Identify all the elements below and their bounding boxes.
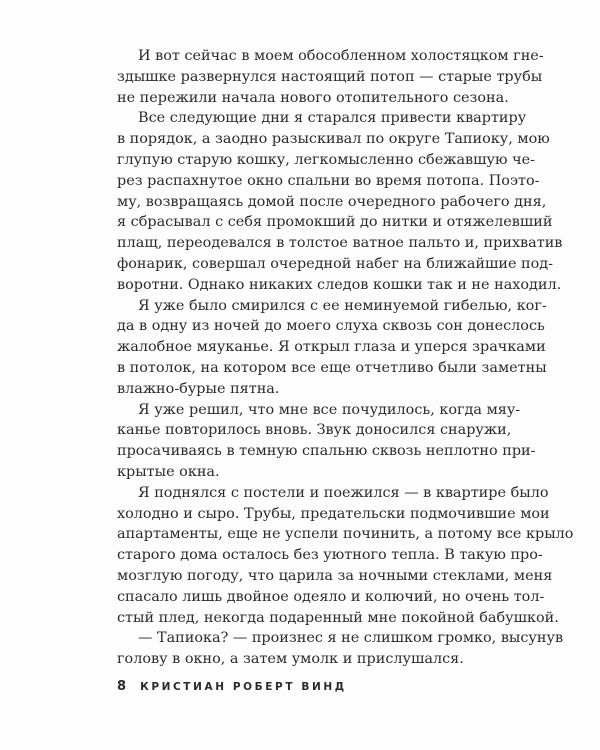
- paragraph: [117, 108, 563, 295]
- text-line: Я уже было смирился с ее неминуемой гибелью, ког-: [138, 297, 547, 314]
- text-line: голову в окно, а затем умолк и прислушался.: [117, 651, 464, 668]
- text-line: плащ, переодевался в толстое ватное пальто и, прихватив: [117, 235, 563, 252]
- text-line: в потолок, на котором все еще отчетливо были заметны: [117, 359, 547, 376]
- text-line: апартаменты, еще не успели починить, а потому все крыло: [117, 526, 574, 543]
- text-line: мозглую погоду, что царила за ночными стеклами, меня: [117, 567, 553, 584]
- text-line: рез распахнутое окно спальни во время потопа. Поэто-: [117, 172, 540, 189]
- text-line: просачиваясь в темную спальню сквозь неплотно при-: [117, 443, 536, 460]
- text-line: фонарик, совершал очередной набег на ближайшие под-: [117, 255, 554, 272]
- text-line: му, возвращаясь домой после очередного рабочего дня,: [117, 193, 547, 210]
- text-line: крытые окна.: [117, 463, 220, 480]
- page-number: 8: [117, 679, 127, 694]
- paragraph: [117, 483, 574, 629]
- text-line: — Тапиока? — произнес я не слишком громко, высунув: [138, 630, 564, 647]
- text-line: стый плед, некогда подаренный мне покойной бабушкой.: [117, 609, 559, 626]
- text-line: здышке развернулся настоящий потоп — старые трубы: [117, 68, 543, 85]
- text-line: в порядок, а заодно разыскивал по округе Тапиоку, мою: [117, 131, 550, 148]
- text-line: канье повторилось вновь. Звук доносился снаружи,: [117, 422, 512, 439]
- paragraph: [117, 400, 536, 483]
- text-line: старого дома осталось без уютного тепла. В такую про-: [117, 547, 543, 564]
- paragraph: [117, 628, 564, 670]
- text-line: спасало лишь двойное одеяло и колючий, но очень тол-: [117, 588, 545, 605]
- text-line: я сбрасывал с себя промокший до нитки и отяжелевший: [117, 214, 553, 231]
- text-line: жалобное мяуканье. Я открыл глаза и уперся зрачками: [117, 339, 546, 356]
- text-line: Я уже решил, что мне все почудилось, когда мяу-: [138, 401, 521, 418]
- text-line: не пережили начала нового отопительного сезона.: [117, 89, 509, 106]
- running-head-author: КРИСТИАН РОБЕРТ ВИНД: [140, 681, 347, 693]
- text-line: Все следующие дни я старался привести квартиру: [138, 110, 527, 127]
- text-line: да в одну из ночей до моего слуха сквозь сон донеслось: [117, 318, 545, 335]
- text-line: холодно и сыро. Трубы, предательски подмочившие мои: [117, 505, 550, 522]
- page-footer: [117, 677, 347, 693]
- text-line: Я поднялся с постели и поежился — в квартире было: [138, 484, 549, 501]
- text-line: влажно-бурые пятна.: [117, 380, 280, 397]
- paragraph: [117, 46, 544, 108]
- paragraph: [117, 296, 547, 400]
- text-line: воротни. Однако никаких следов кошки так и не находил.: [117, 276, 562, 293]
- text-line: И вот сейчас в моем обособленном холостяцком гне-: [138, 48, 544, 64]
- body-text: [117, 46, 574, 670]
- text-line: глупую старую кошку, легкомысленно сбежавшую че-: [117, 151, 535, 168]
